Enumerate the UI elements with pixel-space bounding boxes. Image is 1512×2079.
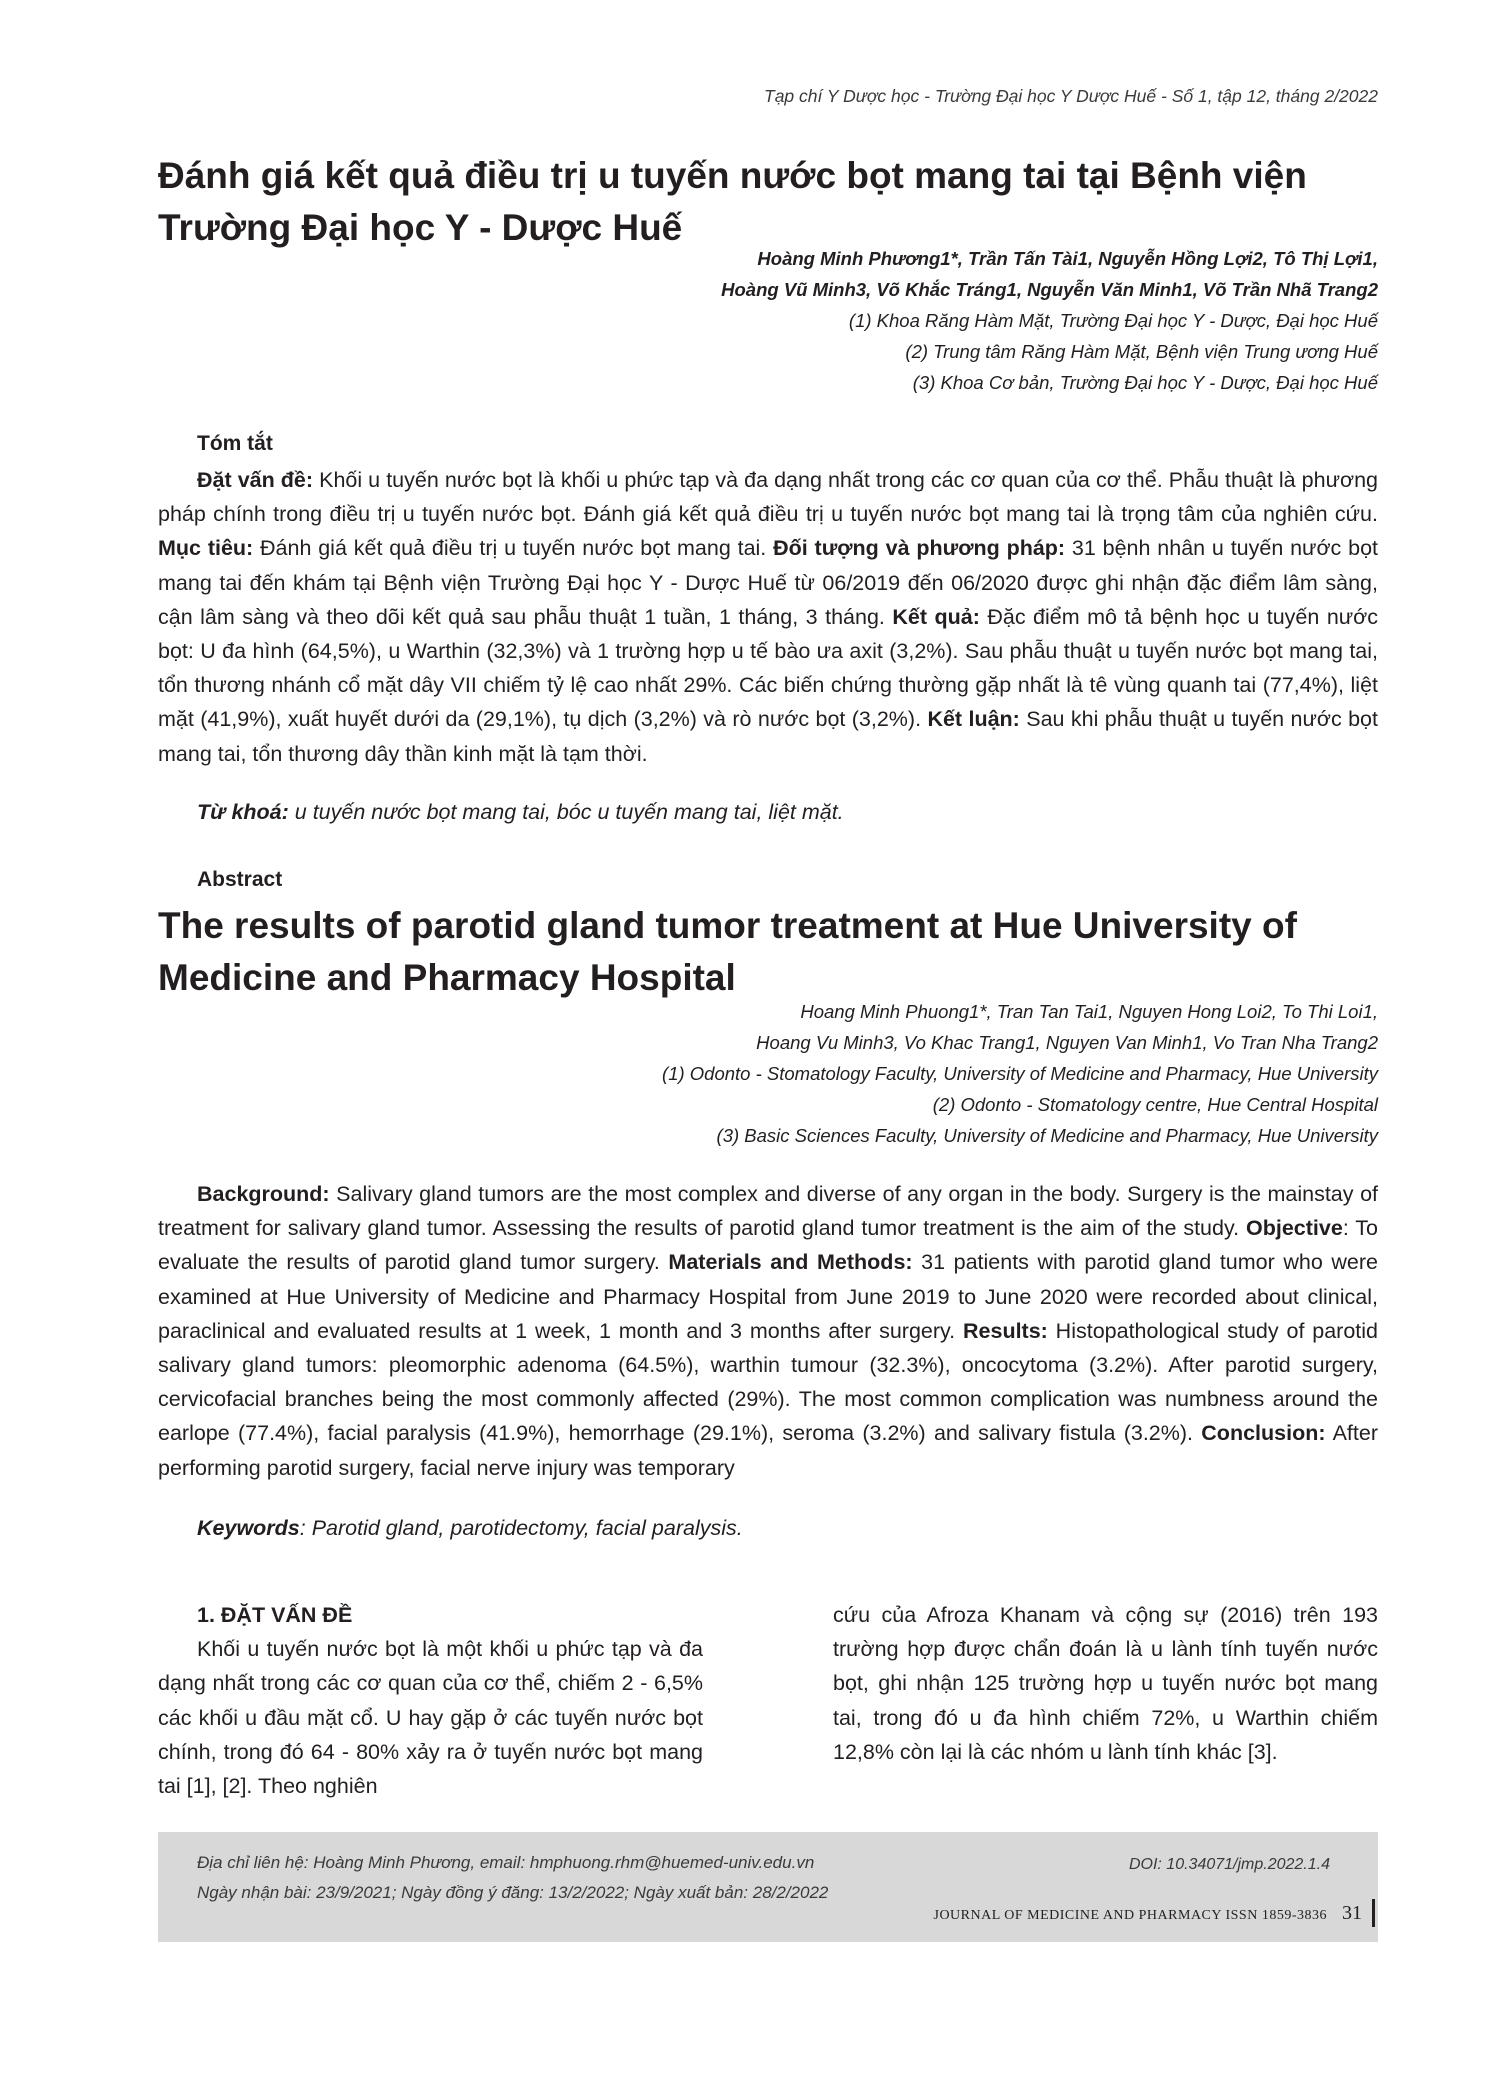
en-authors-line2: Hoang Vu Minh3, Vo Khac Trang1, Nguyen Van Minh1, Vo Tran Nha Trang2 [756, 1032, 1378, 1053]
en-affiliation-2: (2) Odonto - Stomatology centre, Hue Central Hospital [932, 1094, 1378, 1115]
en-conclusion-label: Conclusion: [1201, 1421, 1326, 1446]
section1-right-text: cứu của Afroza Khanam và cộng sự (2016) trên 193 trường hợp được chẩn đoán là u lành tính tuyến nước bọt, ghi nhận 125 trường hợp u tuyến nước bọt mang tai, trong đó u đa hình chiếm 72%, u Warthin chiếm 12,8% còn lại là các nhóm u lành tính khác [3]. [833, 1603, 1378, 1764]
doi-text: DOI: 10.34071/jmp.2022.1.4 [1128, 1856, 1330, 1873]
vi-keywords-text: u tuyến nước bọt mang tai, bóc u tuyến mang tai, liệt mặt. [288, 800, 844, 824]
en-methods-text: 31 patients with parotid gland tumor who were examined at Hue University of Medicine and Pharmacy Hospital from June 2019 to June 2020 were recorded about clinical, paraclinical and evaluated results at 1 week, 1 month and 3 months after surgery. [158, 1250, 1378, 1343]
contact-dates: Ngày nhận bài: 23/9/2021; Ngày đồng ý đăng: 13/2/2022; Ngày xuất bản: 28/2/2022 [197, 1883, 829, 1902]
contact-address: Địa chỉ liên hệ: Hoàng Minh Phương, email: hmphuong.rhm@huemed-univ.edu.vn [197, 1853, 815, 1872]
vi-title [158, 150, 1388, 254]
vi-background-label: Đặt vấn đề: [197, 468, 314, 492]
vi-objective-label: Mục tiêu: [158, 536, 254, 561]
en-affiliation-3: (3) Basic Sciences Faculty, University of Medicine and Pharmacy, Hue University [716, 1125, 1378, 1146]
en-results-text: Histopathological study of parotid salivary gland tumors: pleomorphic adenoma (64.5%), warthin tumour (32.3%), oncocytoma (3.2%). After parotid surgery, cervicofacial branches being the most commonly affected (29%). The most common complication was numbness around the earlope (77.4%), facial paralysis (41.9%), hemorrhage (29.1%), seroma (3.2%) and salivary fistula (3.2%). [158, 1318, 1378, 1446]
vi-methods-text: 31 bệnh nhân u tuyến nước bọt mang tai đến khám tại Bệnh viện Trường Đại học Y - Dược Huế từ 06/2019 đến 06/2020 được ghi nhận đặc điểm lâm sàng, cận lâm sàng và theo dõi kết quả sau phẫu thuật 1 tuần, 1 tháng, 3 tháng. [158, 536, 1379, 629]
vi-methods-label: Đối tượng và phương pháp: [773, 536, 1066, 561]
en-results-label: Results: [963, 1318, 1048, 1343]
en-affiliation-1: (1) Odonto - Stomatology Faculty, University of Medicine and Pharmacy, Hue University [662, 1063, 1378, 1084]
en-authors [158, 996, 1378, 1151]
en-background-label: Background: [197, 1182, 330, 1206]
vi-authors [158, 243, 1378, 398]
en-objective-text: : To evaluate the results of parotid gland tumor surgery. [158, 1216, 1379, 1275]
en-keywords [197, 1516, 1377, 1541]
en-objective-label: Objective [1246, 1216, 1343, 1241]
vi-background-text: Khối u tuyến nước bọt là khối u phức tạp và đa dạng nhất trong các cơ quan của cơ thể. Phẫu thuật là phương pháp chính trong điều trị u tuyến nước bọt. Đánh giá kết quả điều trị u tuyến nước bọt mang tai là trọng tâm của nghiên cứu. [158, 468, 1378, 527]
en-title [158, 900, 1388, 1004]
vi-results-label: Kết quả: [892, 604, 980, 629]
vi-title-line2: Trường Đại học Y - Dược Huế [158, 207, 683, 248]
en-title-line1: The results of parotid gland tumor treatment at Hue University of [158, 905, 1297, 946]
en-keywords-label: Keywords [197, 1516, 300, 1540]
section1-left-paragraph [158, 1632, 703, 1803]
vi-affiliation-3: (3) Khoa Cơ bản, Trường Đại học Y - Dược, Đại học Huế [912, 372, 1378, 393]
contact-info-box [158, 1832, 1378, 1942]
vi-keywords-label: Từ khoá: [197, 800, 289, 824]
vi-objective-text: Đánh giá kết quả điều trị u tuyến nước bọt mang tai. [253, 536, 774, 561]
footer-divider [1372, 1899, 1375, 1927]
en-background-text: Salivary gland tumors are the most complex and diverse of any organ in the body. Surgery is the mainstay of treatment for salivary gland tumor. Assessing the results of parotid gland tumor treatment is the aim of the study. [158, 1182, 1378, 1241]
vi-conclusion-label: Kết luận: [927, 707, 1020, 732]
section1-left-column [158, 1598, 703, 1803]
journal-header: Tạp chí Y Dược học - Trường Đại học Y Dược Huế - Số 1, tập 12, tháng 2/2022 [764, 86, 1378, 106]
en-authors-line1: Hoang Minh Phuong1*, Tran Tan Tai1, Nguyen Hong Loi2, To Thi Loi1, [800, 1001, 1378, 1022]
vi-conclusion-text: Sau khi phẫu thuật u tuyến nước bọt mang tai, tổn thương dây thần kinh mặt là tạm thời. [158, 707, 1378, 766]
contact-lines [197, 1848, 828, 1908]
vi-keywords [197, 800, 1377, 825]
en-abstract-heading: Abstract [197, 868, 283, 891]
vi-title-line1: Đánh giá kết quả điều trị u tuyến nước bọt mang tai tại Bệnh viện [158, 155, 1307, 196]
vi-summary-heading: Tóm tắt [197, 432, 273, 455]
page-number: 31 [1342, 1902, 1362, 1924]
vi-authors-line2: Hoàng Vũ Minh3, Võ Khắc Tráng1, Nguyễn Văn Minh1, Võ Trần Nhã Trang2 [721, 279, 1378, 300]
en-title-line2: Medicine and Pharmacy Hospital [158, 957, 736, 998]
vi-authors-line1: Hoàng Minh Phương1*, Trần Tấn Tài1, Nguyễn Hồng Lợi2, Tô Thị Lợi1, [757, 248, 1378, 269]
en-methods-label: Materials and Methods: [668, 1250, 913, 1275]
vi-affiliation-2: (2) Trung tâm Răng Hàm Mặt, Bệnh viện Trung ương Huế [905, 341, 1378, 362]
section1-heading: 1. ĐẶT VẤN ĐỀ [197, 1603, 353, 1627]
section1-right-column [833, 1598, 1378, 1769]
footer-journal: JOURNAL OF MEDICINE AND PHARMACY ISSN 1859-3836 [933, 1908, 1327, 1923]
vi-results-text: Đặc điểm mô tả bệnh học u tuyến nước bọt: U đa hình (64,5%), u Warthin (32,3%) và 1 trường hợp u tế bào ưa axit (3,2%). Sau phẫu thuật u tuyến nước bọt mang tai, tổn thương nhánh cổ mặt dây VII chiếm tỷ lệ cao nhất 29%. Các biến chứng thường gặp nhất là tê vùng quanh tai (77,4%), liệt mặt (41,9%), xuất huyết dưới da (29,1%), tụ dịch (3,2%) và rò nước bọt (3,2%). [158, 604, 1379, 732]
en-keywords-text: : Parotid gland, parotidectomy, facial paralysis. [299, 1516, 743, 1540]
en-conclusion-text: After performing parotid surgery, facial nerve injury was temporary [158, 1421, 1378, 1480]
section1-left-text: Khối u tuyến nước bọt là một khối u phức tạp và đa dạng nhất trong các cơ quan của cơ thể, chiếm 2 - 6,5% các khối u đầu mặt cổ. U hay gặp ở các tuyến nước bọt chính, trong đó 64 - 80% xảy ra ở tuyến nước bọt mang tai [1], [2]. Theo nghiên [158, 1637, 703, 1799]
en-abstract [158, 1177, 1378, 1485]
vi-affiliation-1: (1) Khoa Răng Hàm Mặt, Trường Đại học Y - Dược, Đại học Huế [848, 310, 1378, 331]
vi-abstract [158, 463, 1378, 771]
